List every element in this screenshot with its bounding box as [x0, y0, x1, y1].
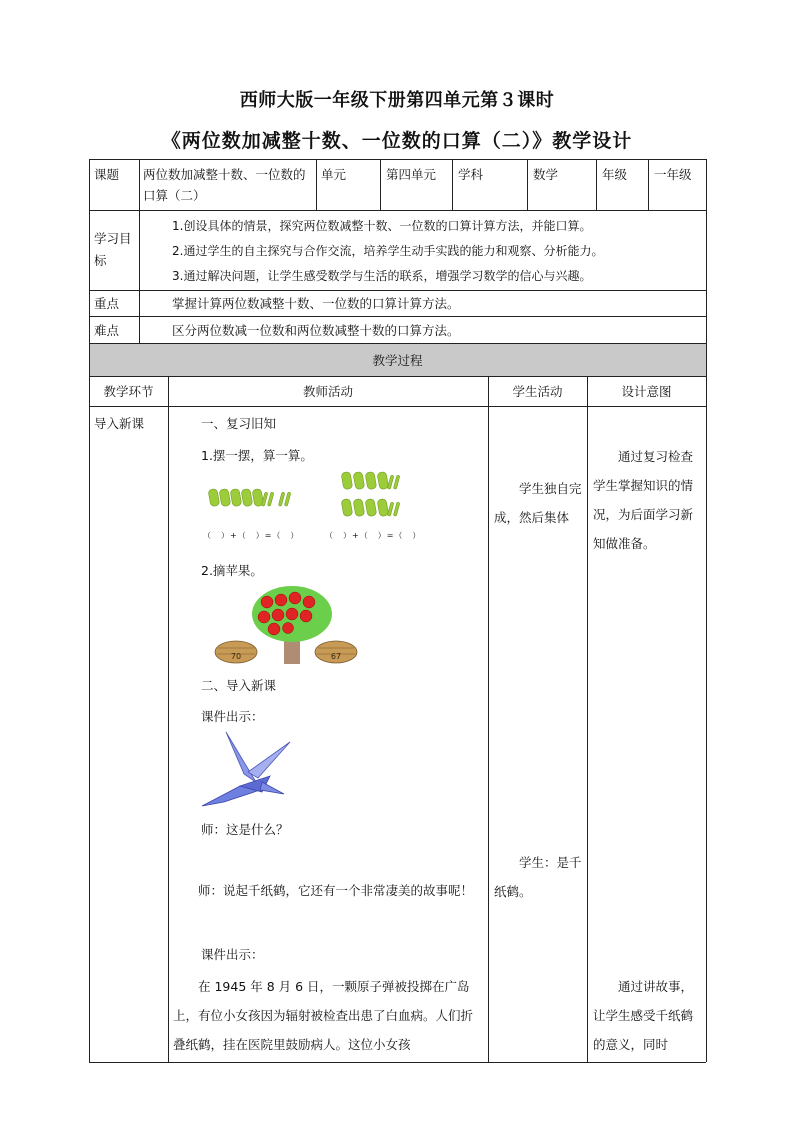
- basket-right-label: 67: [330, 652, 342, 661]
- review-heading: 一、复习旧知: [201, 416, 277, 431]
- table-col-divider: [527, 159, 528, 210]
- col-header-teacher: 教师活动: [302, 384, 353, 399]
- table-col-divider: [596, 159, 597, 210]
- teacher-question-2: 师：说起千纸鹤，它还有一个非常凄美的故事呢！: [198, 883, 474, 898]
- discipline-value: 数学: [533, 167, 559, 182]
- goals-label: 学习目标: [94, 231, 132, 268]
- table-col-divider: [587, 376, 588, 1062]
- goals-list: [172, 214, 702, 289]
- corn-illustration: [203, 470, 473, 530]
- table-row-divider: [89, 343, 706, 344]
- courseware-label-1: 课件出示：: [201, 709, 264, 724]
- subject-value: 两位数加减整十数、一位数的口算（二）: [143, 167, 306, 203]
- document-subtitle: 《两位数加减整十数、一位数的口算（二）》教学设计: [161, 130, 633, 152]
- table-border-right: [706, 159, 707, 1062]
- grade-label: 年级: [602, 167, 628, 182]
- table-border-left: [89, 159, 90, 1062]
- basket-left-label: 70: [230, 652, 242, 661]
- courseware-label-2: 课件出示：: [201, 947, 264, 962]
- table-row-divider: [89, 210, 706, 211]
- apple-tree-illustration: [212, 584, 362, 668]
- goal-item: 1.创设具体的情景，探究两位数减整十数、一位数的口算计算方法，并能口算。: [172, 219, 592, 233]
- table-col-divider: [316, 159, 317, 210]
- stage-label: 导入新课: [94, 416, 145, 431]
- table-col-divider: [139, 159, 140, 210]
- intro-heading: 二、导入新课: [201, 678, 277, 693]
- col-header-stage: 教学环节: [103, 384, 154, 399]
- difficulty-text: 区分两位数减一位数和两位数减整十数的口算方法。: [172, 323, 460, 338]
- table-row-divider: [89, 290, 706, 291]
- paper-crane-illustration: [200, 730, 292, 810]
- table-col-divider: [452, 159, 453, 210]
- student-activity-1: 学生独自完成，然后集体: [494, 481, 582, 525]
- student-activity-2: 学生：是千纸鹤。: [494, 855, 582, 899]
- equation-right: （ ）+（ ）=（ ）: [325, 531, 422, 540]
- unit-value: 第四单元: [386, 167, 437, 182]
- document-title: 西师大版一年级下册第四单元第３课时: [239, 90, 555, 111]
- design-intent-2: 通过讲故事，让学生感受千纸鹤的意义，同时: [593, 979, 694, 1052]
- table-row-divider: [89, 406, 706, 407]
- table-col-divider: [488, 376, 489, 1062]
- teacher-item1: 1.摆一摆，算一算。: [201, 448, 313, 463]
- subject-label: 课题: [94, 167, 120, 182]
- table-col-divider: [380, 159, 381, 210]
- goal-item: 2.通过学生的自主探究与合作交流，培养学生动手实践的能力和观察、分析能力。: [172, 244, 604, 258]
- equation-left: （ ）+（ ）=（ ）: [203, 531, 300, 540]
- goal-item: 3.通过解决问题，让学生感受数学与生活的联系，增强学习数学的信心与兴趣。: [172, 269, 592, 283]
- teacher-item2: 2.摘苹果。: [201, 563, 263, 578]
- table-row-divider: [89, 316, 706, 317]
- table-border-bottom: [89, 1062, 706, 1063]
- table-col-divider: [139, 210, 140, 343]
- col-header-intent: 设计意图: [621, 384, 672, 399]
- table-col-divider: [648, 159, 649, 210]
- table-border-top: [89, 159, 706, 160]
- key-point-text: 掌握计算两位数减整十数、一位数的口算计算方法。: [172, 296, 460, 311]
- process-title: 教学过程: [372, 353, 423, 368]
- unit-label: 单元: [321, 167, 347, 182]
- key-point-label: 重点: [94, 296, 120, 311]
- table-col-divider: [168, 376, 169, 1062]
- col-header-student: 学生活动: [512, 384, 563, 399]
- discipline-label: 学科: [458, 167, 484, 182]
- difficulty-label: 难点: [94, 323, 120, 338]
- design-intent-1: 通过复习检查学生掌握知识的情况，为后面学习新知做准备。: [593, 449, 694, 551]
- teacher-question-1: 师：这是什么？: [201, 822, 289, 837]
- table-row-divider: [89, 376, 706, 377]
- grade-value: 一年级: [654, 167, 692, 182]
- story-text: 在 1945 年 8 月 6 日，一颗原子弹被投掷在广岛上，有位小女孩因为辐射被检查出患了白血病。人们折叠纸鹤，挂在医院里鼓励病人。这位小女孩: [173, 979, 474, 1052]
